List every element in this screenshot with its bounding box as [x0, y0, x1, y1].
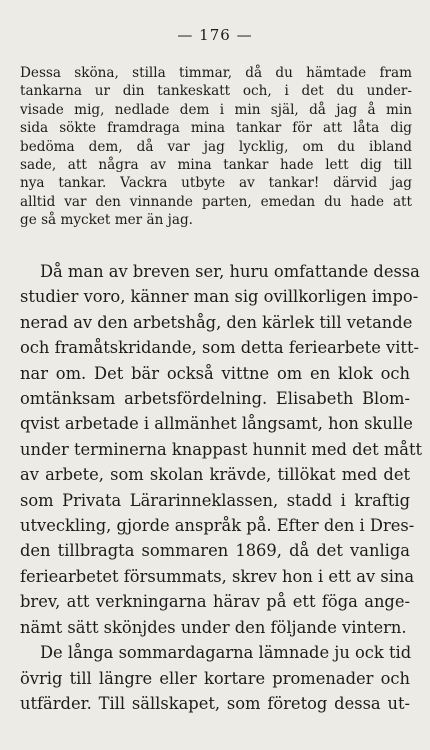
body-line: Då man av breven ser, huru omfattande dessa: [40, 262, 420, 281]
quote-line: sade, att några av mina tankar hade lett dig till: [20, 157, 412, 174]
body-line: den tillbragta sommaren 1869, då det vanliga: [20, 541, 410, 561]
body-line: feriearbetet försummats, skrev hon i ett av sina: [20, 566, 415, 586]
body-line: qvist arbetade i allmänhet långsamt, hon skulle: [20, 414, 413, 434]
body-line: nerad av den arbetshåg, den kärlek till vetande: [20, 312, 413, 332]
body-line: omtänksam arbetsfördelning. Elisabeth Blom-: [20, 389, 410, 409]
quoted-letter-excerpt: [20, 64, 412, 230]
body-line: och framåtskridande, som detta feriearbete vitt-: [20, 338, 419, 358]
body-line: som Privata Lärarinneklassen, stadd i kraftig: [20, 490, 410, 510]
quote-line: alltid var den vinnande parten, emedan du hade att: [20, 193, 412, 210]
quote-line: ge så mycket mer än jag.: [20, 212, 193, 229]
quote-line: nya tankar. Vackra utbyte av tankar! därvid jag: [20, 175, 412, 192]
quote-line: visade mig, nedlade dem i min själ, då jag å min: [20, 101, 412, 118]
body-paragraph: [20, 259, 423, 716]
body-line: under terminerna knappast hunnit med det mått: [20, 439, 423, 459]
body-line: övrig till längre eller kortare promenader och: [20, 668, 410, 688]
quote-line: bedöma dem, då var jag lycklig, om du ibland: [20, 138, 412, 155]
quote-line: Dessa sköna, stilla timmar, då du hämtade fram: [20, 65, 412, 81]
body-line: brev, att verkningarna härav på ett föga ange-: [20, 592, 410, 612]
body-line: De långa sommardagarna lämnade ju ock tid: [40, 643, 412, 663]
body-line: studier voro, känner man sig ovillkorligen impo-: [20, 287, 419, 307]
body-line: nar om. Det bär också vittne om en klok och: [20, 363, 410, 383]
body-line: nämt sätt skönjdes under den följande vintern.: [20, 617, 407, 637]
body-line: utfärder. Till sällskapet, som företog dessa ut-: [20, 693, 410, 713]
body-line: av arbete, som skolan krävde, tillökat med det: [20, 465, 410, 485]
quote-line: sida sökte framdraga mina tankar för att låta dig: [20, 120, 412, 137]
body-line: utveckling, gjorde anspråk på. Efter den i Dres-: [20, 516, 415, 536]
quote-line: tankarna ur din tankeskatt och, i det du under-: [20, 83, 412, 100]
page-number: — 176 —: [177, 26, 253, 44]
